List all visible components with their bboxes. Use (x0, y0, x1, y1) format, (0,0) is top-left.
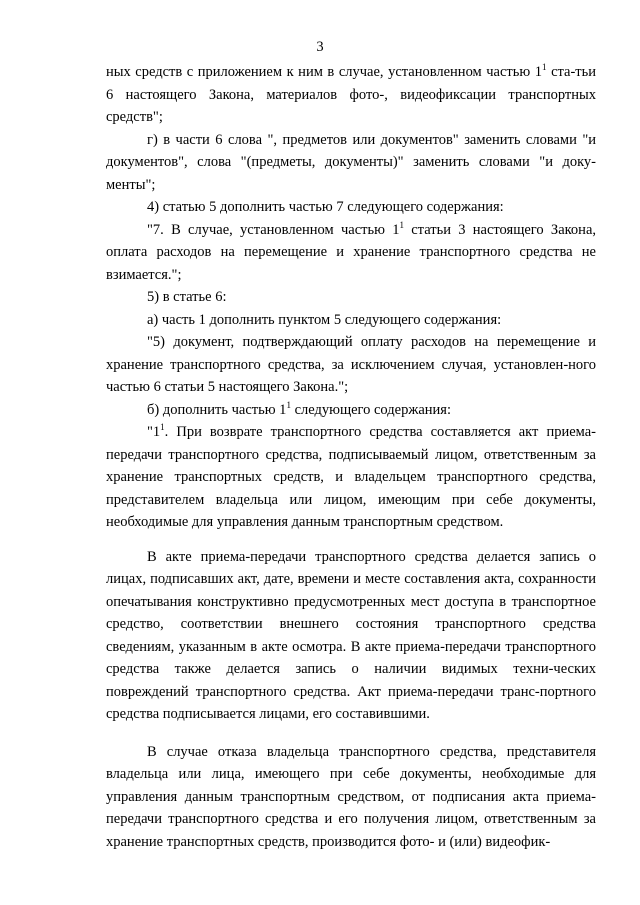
document-body (106, 61, 596, 853)
paragraph-9-text-cont: . При возврате транспортного средства составляется акт приема-передачи транспортного средства, подписываемый лицом, ответственным за хранение транспортных средств, и владельцем транспортного средства, представителем владельца или лицом, имеющим при себе документы, необходимые для управления данным транспортным средством. (106, 424, 596, 530)
superscript: 1 (160, 422, 165, 433)
paragraph-1-text: ных средств с приложением к ним в случае, установленном частью 1 (106, 64, 543, 80)
paragraph-4-text-cont: статьи 3 настоящего Закона, оплата расходов на перемещение и хранение транспортного средства не взимается."; (106, 221, 597, 283)
paragraph-1 (106, 61, 596, 129)
paragraph-9-text: "1 (147, 424, 161, 440)
page-number: 3 (316, 39, 324, 55)
paragraph-8-text-cont: следующего содержания: (290, 401, 452, 418)
paragraph-1-text-cont: ста-тьи 6 настоящего Закона, материалов фото-, видеофиксации транспортных средств"; (106, 64, 596, 125)
paragraph-11: В случае отказа владельца транспортного средства, представителя владельца или лица, имеющего при себе документы, необходимые для управления данным транспортным средством, от подписания акта приема-передачи транспортного средства и его получения лицом, ответственным за хранение транспортных средств, производится фото- и (или) видеофик- (106, 743, 596, 850)
paragraph-5: 5) в статье 6: (147, 289, 227, 305)
paragraph-2: г) в части 6 слова ", предметов или документов" заменить словами "и документов", слова "(предметы, документы)" заменить словами "и доку-менты"; (106, 131, 596, 193)
paragraph-4 (106, 219, 596, 287)
paragraph-10: В акте приема-передачи транспортного средства делается запись о лицах, подписавших акт, дате, времени и месте составления акта, сохранности опечатывания конструктивно предусмотренных мест доступа в транспортное средство, соответствии внешнего состояния транспортного средства сведениям, указанным в акте осмотра. В акте приема-передачи транспортного средства также делается запись о наличии видимых техни-ческих повреждений транспортного средства. Акт приема-передачи транс-портного средства подписывается лицами, его составившими. (106, 548, 596, 722)
paragraph-4-text: "7. В случае, установленном частью 1 (147, 221, 400, 238)
superscript: 1 (542, 62, 547, 73)
paragraph-6: а) часть 1 дополнить пунктом 5 следующего содержания: (147, 311, 502, 328)
paragraph-8 (106, 399, 596, 422)
superscript: 1 (286, 399, 291, 410)
paragraph-7: "5) документ, подтверждающий оплату расходов на перемещение и хранение транспортного средства, за исключением случая, установлен-ного частью 6 статьи 5 настоящего Закона."; (106, 334, 596, 395)
paragraph-9 (106, 421, 596, 534)
paragraph-3: 4) статью 5 дополнить частью 7 следующего содержания: (147, 199, 504, 215)
superscript: 1 (399, 219, 404, 230)
paragraph-8-text: б) дополнить частью 1 (147, 401, 287, 418)
